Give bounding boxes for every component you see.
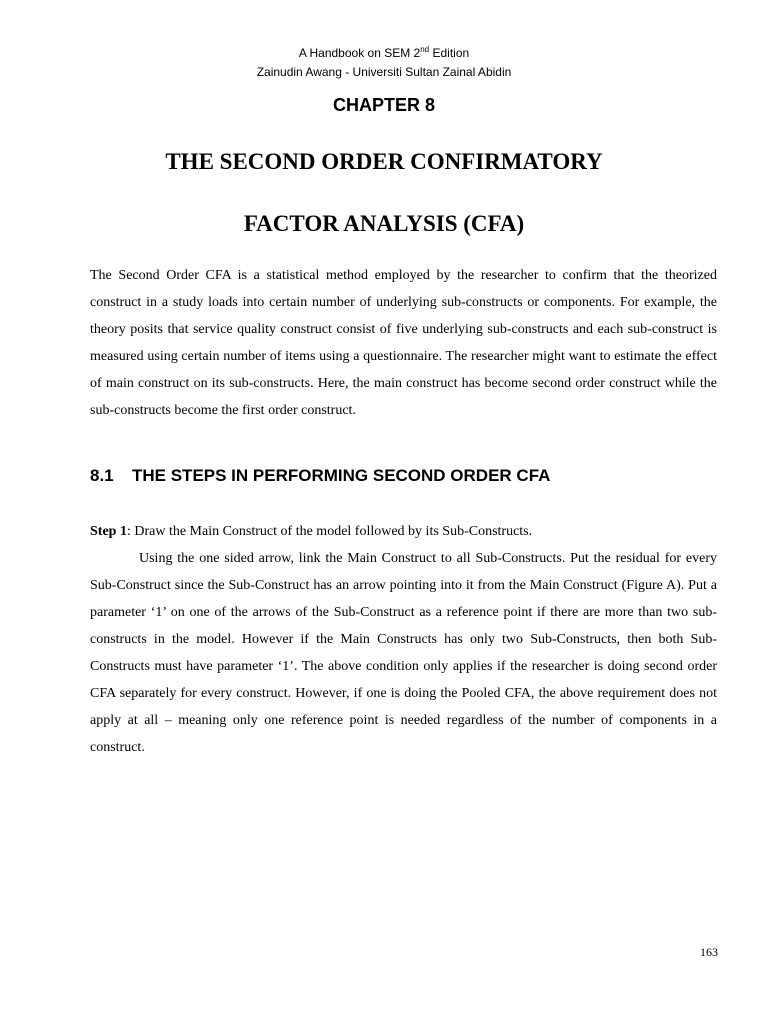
intro-paragraph: The Second Order CFA is a statistical method employed by the researcher to confirm that the theorized construct in a study loads into certain number of underlying sub-constructs or components. For example, the theory posits that service quality construct consist of five underlying sub-constructs and each sub-construct is measured using certain number of items using a questionnaire. The researcher might want to estimate the effect of main construct on its sub-constructs. Here, the main construct has become second order construct while the sub-constructs become the first order construct.	[90, 268, 717, 418]
section-number: 8.1	[90, 466, 114, 485]
running-header	[0, 44, 768, 82]
header-book-title	[0, 44, 768, 63]
step-1-line	[90, 518, 717, 545]
header-edition-text: Edition	[429, 46, 470, 60]
header-edition-superscript: nd	[420, 45, 430, 54]
header-title-text: A Handbook on SEM 2	[298, 46, 421, 60]
chapter-title-line-1: THE SECOND ORDER CONFIRMATORY	[165, 149, 603, 174]
section-heading	[90, 464, 550, 488]
chapter-label: CHAPTER 8	[332, 95, 435, 115]
step-1-text: : Draw the Main Construct of the model followed by its Sub-Constructs.	[126, 524, 533, 539]
page-number: 163	[700, 945, 718, 959]
step-1-block	[90, 518, 717, 761]
section-title: THE STEPS IN PERFORMING SECOND ORDER CFA	[132, 466, 551, 485]
chapter-title-line-2: FACTOR ANALYSIS (CFA)	[243, 211, 525, 236]
header-author: Zainudin Awang - Universiti Sultan Zainal Abidin	[256, 65, 512, 79]
step-1-label: Step 1	[90, 524, 127, 539]
step-1-paragraph: Using the one sided arrow, link the Main Construct to all Sub-Constructs. Put the residual for every Sub-Construct since the Sub-Construct has an arrow pointing into it from the Main Construct (Figure A). Put a parameter ‘1’ on one of the arrows of the Sub-Construct as a reference point if there are more than two sub-constructs in the model. However if the Main Constructs has only two Sub-Constructs, then both Sub-Constructs must have parameter ‘1’. The above condition only applies if the researcher is doing second order CFA separately for every construct. However, if one is doing the Pooled CFA, the above requirement does not apply at all – meaning only one reference point is needed regardless of the number of components in a construct.	[90, 551, 717, 755]
